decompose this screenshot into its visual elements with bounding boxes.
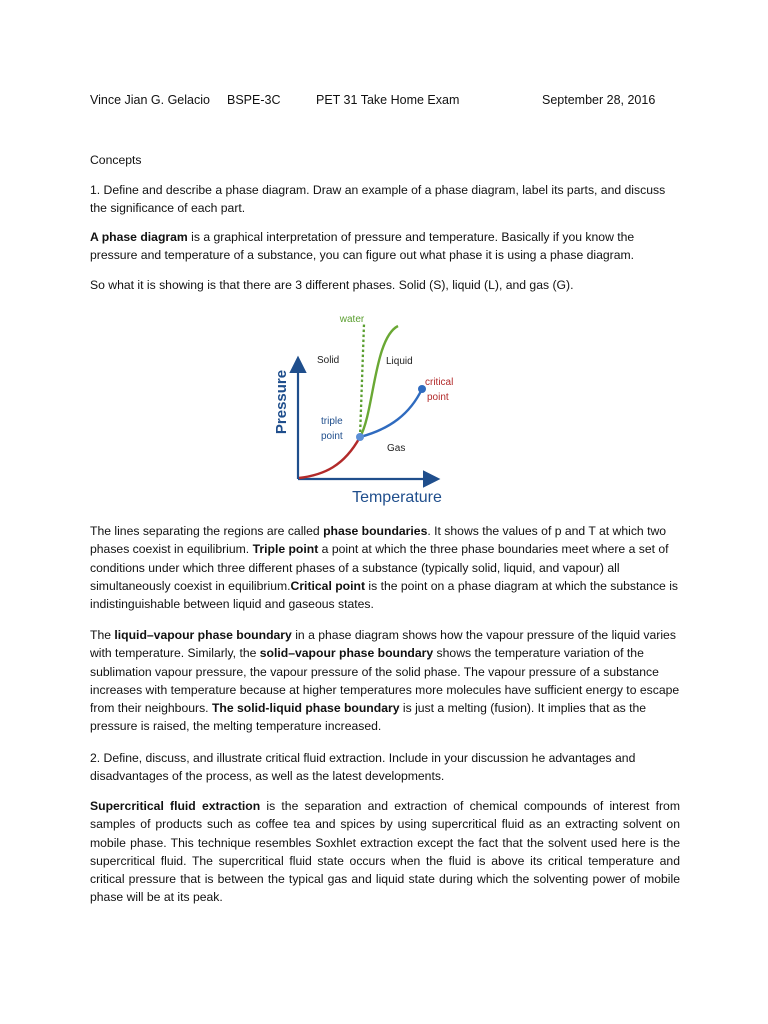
water-melting-line (360, 324, 364, 437)
paragraph-phase-diagram: A phase diagram is a graphical interpretation of pressure and temperature. Basically if you know the pressure and temperature of a substance, you can figure out what phase it is using a phase diagram. (90, 230, 635, 263)
liquid-region-label: Liquid (386, 356, 413, 367)
temperature-axis-label: Temperature (352, 489, 442, 506)
concepts-heading: Concepts (90, 153, 142, 167)
sublimation-curve (299, 437, 360, 478)
question-1: 1. Define and describe a phase diagram. Draw an example of a phase diagram, label its parts, and discuss the significance of each part. (90, 183, 666, 216)
triple-point-label-line-1: triple (321, 416, 343, 427)
critical-point-label-line-2: point (427, 392, 449, 403)
paragraph-phase-boundaries-detail: The liquid–vapour phase boundary in a phase diagram shows how the vapour pressure of the liquid varies with temperature. Similarly, the solid–vapour phase boundary shows the temperature variation of the sublimation vapour pressure, the vapour pressure of the solid phase. The vapour pressure of a substance increases with temperature because at higher temperatures more molecules have sufficient energy to escape from their neighbours. The solid-liquid phase boundary is just a melting (fusion). It implies that as the pressure is raised, the melting temperature increased. (90, 628, 680, 734)
phase-diagram-figure (264, 308, 464, 512)
exam-date: September 28, 2016 (542, 93, 656, 107)
solid-region-label: Solid (317, 355, 340, 366)
exam-title: PET 31 Take Home Exam (316, 93, 460, 107)
triple-point-marker (356, 433, 364, 441)
paragraph-boundaries: The lines separating the regions are called phase boundaries. It shows the values of p and T at which two phases coexist in equilibrium. Triple point a point at which the three phase boundaries meet where a set of conditions under which three different phases of a substance (typically solid, liquid, and vapour) all simultaneously coexist in equilibrium.Critical point is the point on a phase diagram at which the substance is indistinguishable between liquid and gaseous states. (90, 524, 679, 612)
solid-liquid-curve (360, 326, 398, 437)
paragraph-phases: So what it is showing is that there are 3 different phases. Solid (S), liquid (L), and gas (G). (90, 278, 574, 292)
gas-region-label: Gas (387, 443, 406, 454)
triple-point-label-line-2: point (321, 431, 343, 442)
liquid-vapour-curve (360, 389, 422, 437)
paragraph-supercritical: Supercritical fluid extraction is the separation and extraction of chemical compounds of interest from samples of products such as coffee tea and spices by using supercritical fluid as an extracting solvent on mobile phase. This technique resembles Soxhlet extraction except the fact that the solvent used here is the supercritical fluid. The supercritical fluid state occurs when the fluid is above its critical temperature and critical pressure that is between the typical gas and liquid state during which the solventing power of mobile phase will be at its peak. (90, 799, 680, 905)
author-name: Vince Jian G. Gelacio (90, 93, 210, 107)
question-2: 2. Define, discuss, and illustrate critical fluid extraction. Include in your discussion he advantages and disadvantages of the process, as well as the latest developments. (90, 751, 636, 784)
water-label: water (339, 314, 365, 325)
section-code: BSPE-3C (227, 93, 281, 107)
header-line (90, 93, 690, 113)
pressure-axis-label: Pressure (273, 369, 290, 435)
critical-point-label-line-1: critical (425, 377, 454, 388)
